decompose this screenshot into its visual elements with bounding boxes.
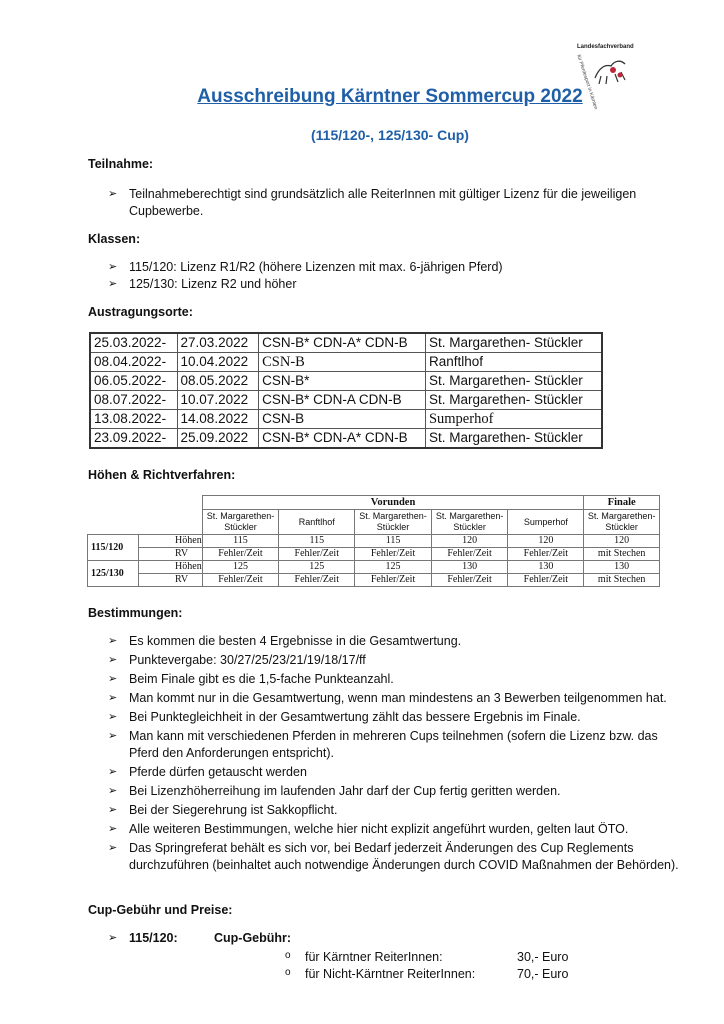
table-row: 13.08.2022- 14.08.2022 CSN-B Sumperhof	[90, 410, 602, 429]
column-header: St. Margarethen-Stückler	[584, 510, 660, 535]
heading-gebuehr: Cup-Gebühr und Preise:	[88, 903, 233, 917]
document-page: Landesfachverband für Pferdesport in Kärnten Ausschreibung Kärntner Sommercup 2022 (115/120-, 125/130- Cup) Teilnahme: ➢ Teilnahmeberechtigt sind grundsätzlich alle ReiterInnen mit gültiger Lizenz für die jeweiligen Cupbewerbe. Klassen: ➢ 115/120: Lizenz R1/R2 (höhere Lizenzen mit max. 6-jährigen Pferd) ➢ 125/130: Lizenz R2 und höher Austragungsorte: 25.03.2022- 27.03.2022 CSN-B* CDN-A* CDN-B St. Margarethen- Stückler 08.04.2022- 10.04.2022 CSN-B Ranftlhof 06.05.2022- 08.05.2022 CSN-B* St. Margarethen- Stückler 08.07.2022- 10.07.2022 CSN-B* CDN-A CDN-B St. Margarethen- Stückler 13.08.2022- 14.08.2022 CSN-B Sumperhof 23.09.2022- 25.09.2022 CSN-B* CDN-A* CDN-B St. Margarethen- Stückler Höhen & Richtverfahren: Vorunden Finale St. Margarethen-Stückler Ranftlhof St. Margarethen-Stückler St. Margarethen-Stückler Sumperhof St. Margarethen-Stückler 115/120 Höhen 115 115 115 120 120 120 RV Fehler/Zeit Fehler/Zeit Fehler/Zeit Fehler/Zeit Fehler/Zeit mit Stechen 125/130 Höhen 125 125 125 130 130 130 RV Fehler/Zeit Fehler/Zeit Fehler/Zeit Fehler/Zeit Fehler/Zeit mit Stechen Bestimmungen: ➢ Es kommen die besten 4 Ergebnisse in die Gesamtwertung. ➢ Punktevergabe: 30/27/25/23/21/19/18/17/ff ➢ Beim Finale gibt es die 1,5-fache Punkteanzahl. ➢ Man kommt nur in die Gesamtwertung, wenn man mindestens an 3 Bewerben teilgenommen hat. ➢ Bei Punktegleichheit in der Gesamtwertung zählt das bessere Ergebnis im Finale. ➢ Man kann mit verschiedenen Pferden in mehreren Cups teilnehmen (sofern die Lizenz bzw. das Pferd den Anforderungen entspricht). ➢ Pferde dürfen getauscht werden ➢ Bei Lizenzhöherreihung im laufenden Jahr darf der Cup fertig geritten werden. ➢ Bei der Siegerehrung ist Sakkopflicht. ➢ Alle weiteren Bestimmungen, welche hier nicht explizit angeführt wurden, gelten laut ÖTO. ➢ Das Springreferat behält es sich vor, bei Bedarf jederzeit Änderungen des Cup Reglements durchzuführen (beinhaltet auch notwendige Änderungen durch COVID Maßnahmen der Behörden). Cup-Gebühr und Preise: ➢ 115/120: Cup-Gebühr: o für Kärntner ReiterInnen: 30,- Euro o für Nicht-Kärntner ReiterInnen: 70,- Euro	[0, 0, 724, 1024]
heading-bestimmungen: Bestimmungen:	[88, 606, 183, 620]
arrow-bullet-icon: ➢	[108, 261, 118, 273]
column-header: Sumperhof	[508, 510, 584, 535]
arrow-bullet-icon: ➢	[108, 278, 118, 290]
arrow-bullet-icon: ➢	[108, 932, 118, 944]
column-header: Ranftlhof	[279, 510, 355, 535]
class-label: 115/120	[88, 535, 139, 561]
arrow-bullet-icon: ➢	[108, 188, 118, 200]
column-header: St. Margarethen-Stückler	[431, 510, 508, 535]
federation-logo	[573, 42, 653, 111]
heading-klassen: Klassen:	[88, 232, 141, 246]
table-row: 125/130 Höhen 125 125 125 130 130 130	[88, 561, 660, 574]
logo-side-text: für Pferdesport in Kärnten	[575, 54, 599, 111]
venues-table	[89, 332, 603, 449]
column-header: St. Margarethen-Stückler	[202, 510, 279, 535]
arrow-bullet-icon: ➢	[108, 635, 118, 647]
arrow-bullet-icon: ➢	[108, 730, 118, 742]
class-label: 125/130	[88, 561, 139, 587]
arrow-bullet-icon: ➢	[108, 823, 118, 835]
arrow-bullet-icon: ➢	[108, 842, 118, 854]
column-header: St. Margarethen-Stückler	[355, 510, 432, 535]
arrow-bullet-icon: ➢	[108, 785, 118, 797]
circle-bullet-icon: o	[285, 950, 291, 961]
table-row: 23.09.2022- 25.09.2022 CSN-B* CDN-A* CDN-B St. Margarethen- Stückler	[90, 429, 602, 449]
table-row: 08.07.2022- 10.07.2022 CSN-B* CDN-A CDN-B St. Margarethen- Stückler	[90, 391, 602, 410]
table-row	[88, 510, 660, 535]
table-row	[88, 496, 660, 510]
table-row: RV Fehler/Zeit Fehler/Zeit Fehler/Zeit Fehler/Zeit Fehler/Zeit mit Stechen	[88, 548, 660, 561]
table-row: 08.04.2022- 10.04.2022 CSN-B Ranftlhof	[90, 353, 602, 372]
group-header: Vorunden	[202, 496, 584, 510]
heading-austragungsorte: Austragungsorte:	[88, 305, 193, 319]
table-row: 115/120 Höhen 115 115 115 120 120 120	[88, 535, 660, 548]
arrow-bullet-icon: ➢	[108, 673, 118, 685]
arrow-bullet-icon: ➢	[108, 654, 118, 666]
table-row: 06.05.2022- 08.05.2022 CSN-B* St. Margarethen- Stückler	[90, 372, 602, 391]
arrow-bullet-icon: ➢	[108, 711, 118, 723]
group-header: Finale	[584, 496, 660, 510]
circle-bullet-icon: o	[285, 967, 291, 978]
arrow-bullet-icon: ➢	[108, 692, 118, 704]
arrow-bullet-icon: ➢	[108, 804, 118, 816]
arrow-bullet-icon: ➢	[108, 766, 118, 778]
table-row: RV Fehler/Zeit Fehler/Zeit Fehler/Zeit Fehler/Zeit Fehler/Zeit mit Stechen	[88, 574, 660, 587]
page-title: Ausschreibung Kärntner Sommercup 2022	[197, 86, 583, 107]
heading-hoehen: Höhen & Richtverfahren:	[88, 468, 236, 482]
horse-rider-icon	[591, 54, 631, 86]
page-subtitle: (115/120-, 125/130- Cup)	[311, 127, 469, 143]
table-row: 25.03.2022- 27.03.2022 CSN-B* CDN-A* CDN-B St. Margarethen- Stückler	[90, 333, 602, 353]
heading-teilnahme: Teilnahme:	[88, 157, 154, 171]
heights-table	[87, 495, 660, 587]
logo-top-text: Landesfachverband	[577, 44, 634, 50]
